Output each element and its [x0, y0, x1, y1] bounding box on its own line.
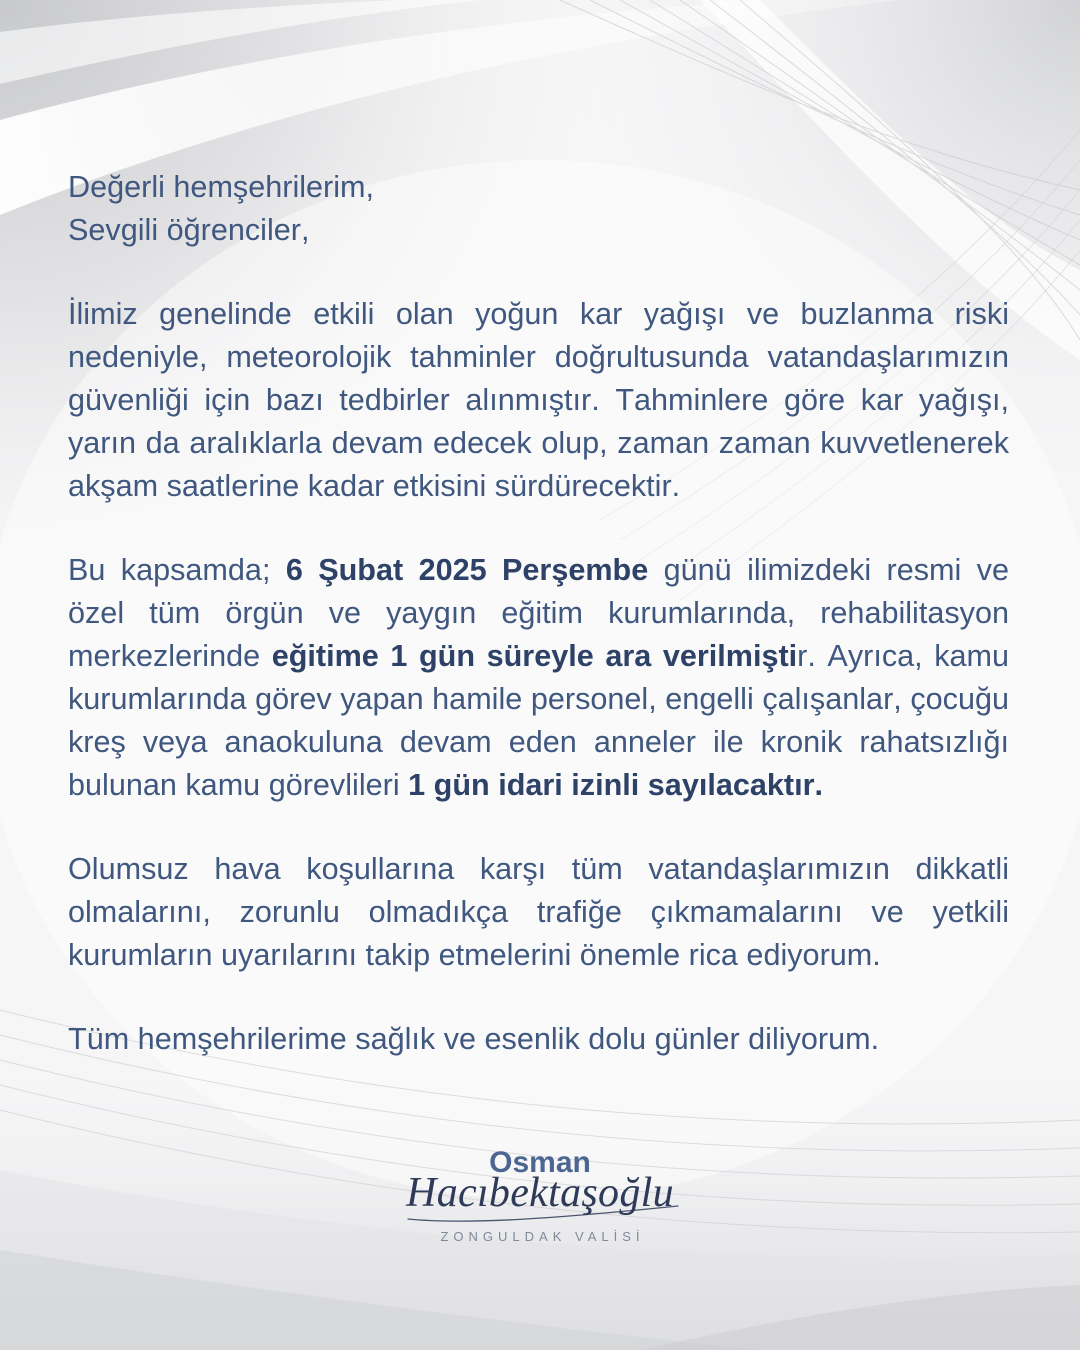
- signature-flourish: [400, 1196, 690, 1226]
- paragraph-snowfall-warning: İlimiz genelinde etkili olan yoğun kar yağışı ve buzlanma riski nedeniyle, meteorolojik tahminler doğrultusunda vatandaşlarımızın güvenliği için bazı tedbirler alınmıştır. Tahminlere göre kar yağışı, yarın da aralıklarla devam edecek olup, zaman zaman kuvvetlenerek akşam saatlerine kadar etkisini sürdürecektir.: [68, 297, 1009, 503]
- paragraph-text-segment: Bu kapsamda;: [68, 553, 286, 587]
- emphasized-closure-notice: eğitime 1 gün süreyle ara verilmişti: [271, 639, 798, 673]
- signatory-title: ZONGULDAK VALİSİ: [440, 1229, 645, 1244]
- paragraph-school-closure: [68, 549, 1009, 807]
- salutation-line-citizens: Değerli hemşehrilerim,: [68, 170, 375, 204]
- signatory-first-name: Osman: [489, 1146, 591, 1179]
- paragraph-closing-wishes: Tüm hemşehrilerime sağlık ve esenlik dolu günler diliyorum.: [68, 1022, 880, 1056]
- emphasized-leave-notice: 1 gün idari izinli sayılacaktır.: [408, 768, 823, 802]
- signature-stroke: [408, 1206, 678, 1221]
- paragraph-text-segment: r. Ayrıca, kamu kurumlarında görev yapan hamile personel, engelli çalışanlar, çocuğu kreş veya anaokuluna devam eden anneler ile kronik rahatsızlığı bulunan kamu görevlileri: [68, 639, 1010, 802]
- emphasized-date: 6 Şubat 2025 Perşembe: [285, 553, 649, 587]
- letter-body: [68, 166, 1009, 1102]
- paragraph-safety-request: Olumsuz hava koşullarına karşı tüm vatandaşlarımızın dikkatli olmalarını, zorunlu olmadıkça trafiğe çıkmamalarını ve yetkili kurumların uyarılarını takip etmelerini önemle rica ediyorum.: [68, 852, 1009, 972]
- paragraph-text-segment: günü ilimizdeki resmi ve özel tüm örgün ve yaygın eğitim kurumlarında, rehabilitasyon merkezlerinde: [68, 553, 1009, 673]
- salutation-line-students: Sevgili öğrenciler,: [68, 213, 310, 247]
- salutation: [68, 166, 1009, 252]
- handwritten-signature: Hacıbektaşoğlu: [406, 1170, 674, 1216]
